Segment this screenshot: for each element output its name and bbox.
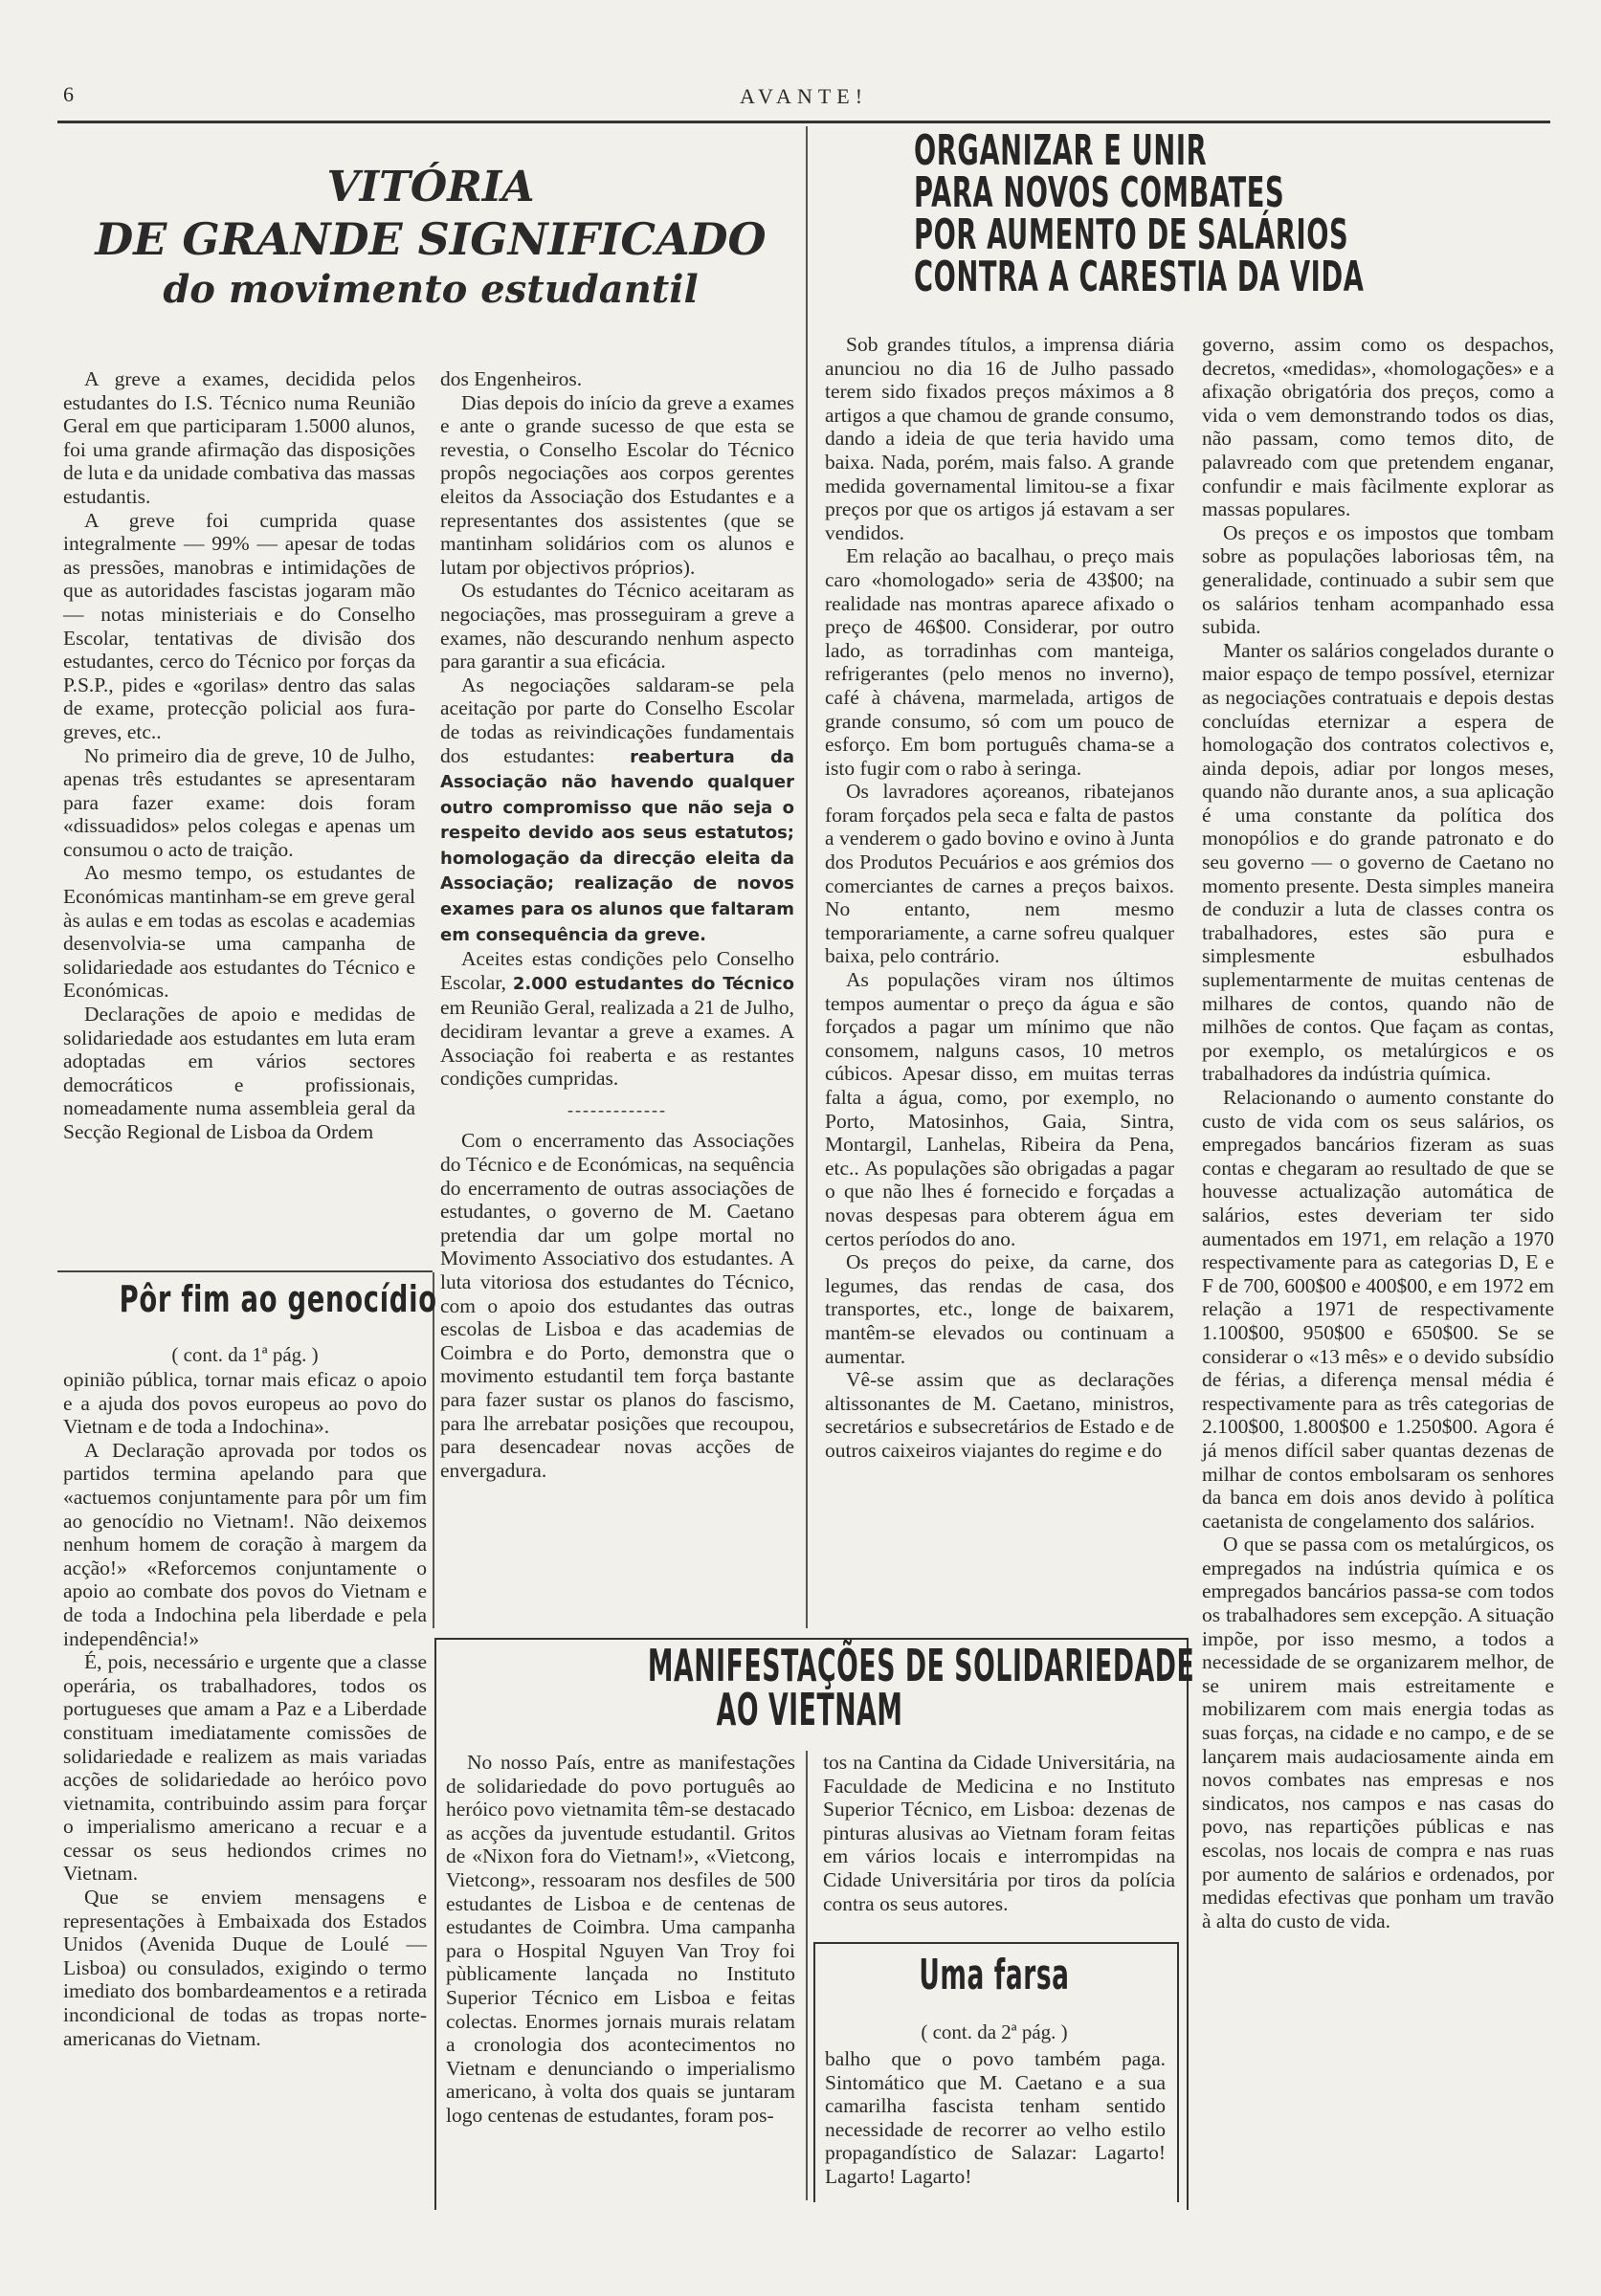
newspaper-name: AVANTE!: [739, 84, 869, 108]
article-separator: -------------: [567, 1099, 667, 1119]
genocidio-paragraph: opinião pública, tornar mais eficaz o apoio e a ajuda dos povos europeus ao povo do Vietnam e de toda a Indochina».: [63, 1368, 427, 1439]
organizar-paragraph: Os preços e os impostos que tombam sobre as populações laboriosas têm, na generalidade, continuado a subir sem que os salários tenham acompanhado essa subida.: [1202, 520, 1554, 639]
genocidio-headline: [57, 1278, 437, 1336]
genocidio-continuation: ( cont. da 1ª pág. ): [171, 1343, 319, 1366]
vitoria-column-1: [63, 367, 415, 1144]
vitoria-title-line3: do movimento estudantil: [163, 267, 699, 312]
column-rule: [806, 1751, 808, 2200]
farsa-continuation: ( cont. da 2ª pág. ): [921, 2020, 1068, 2043]
genocidio-paragraph: A Declaração aprovada por todos os partidos termina apelando para que «actuemos conjuntamente para pôr um fim ao genocídio no Vietnam!. Não deixemos nenhum homem de coração à margem da acção!» «Reforcemos conjuntamente o apoio ao combate dos povos do Vietnam e de toda a Indochina pela liberdade e pela independência!»: [63, 1438, 427, 1650]
farsa-body: [825, 2047, 1166, 2189]
organizar-column-1: [825, 333, 1174, 1463]
negotiations-text: As negociações saldaram-se pela aceitação por parte do Conselho Escolar de todas as reivindicações fundamentais dos estudantes:: [440, 673, 794, 767]
organizar-paragraph: Os preços do peixe, da carne, dos legumes, das rendas de casa, dos transportes, etc., longe de baixarem, mantêm-se elevados ou continuam a aumentar.: [825, 1250, 1174, 1368]
vitoria-paragraph: A greve a exames, decidida pelos estudantes do I.S. Técnico numa Reunião Geral em que participaram 1.5000 alunos, foi uma grande afirmação das disposições de luta e da unidade combativa das massas estudantis.: [63, 367, 415, 508]
farsa-paragraph: balho que o povo também paga. Sintomático que M. Caetano e a sua camarilha fascista tenham sentido necessidade de recorrer ao velho estilo propagandístico de Salazar: Lagarto! Lagarto! Lagarto!: [825, 2047, 1166, 2188]
section-rule: [57, 1270, 433, 1272]
manifestacoes-title-line2: AO VIETNAM: [716, 1684, 903, 1735]
organizar-title-line2: PARA NOVOS COMBATES: [914, 168, 1285, 217]
vitoria-column-2: [440, 367, 794, 1482]
conditions-text-end: em Reunião Geral, realizada a 21 de Julho, decidiram levantar a greve a exames. A Associação foi reaberta e as restantes condições cumpridas.: [440, 996, 794, 1091]
organizar-paragraph: governo, assim como os despachos, decretos, «medidas», «homologações» e a afixação obrigatória dos preços, como a vida o vem demonstrando todos os dias, não passam, como temos dito, de palavreado com que pretendem enganar, confundir e mais fàcilmente explorar as massas populares.: [1202, 333, 1554, 521]
page-number: 6: [63, 82, 74, 106]
organizar-paragraph: Vê-se assim que as declarações altissonantes de M. Caetano, ministros, secretários e subsecretários de Estado e de outros caixeiros viajantes do regime e do: [825, 1368, 1174, 1462]
organizar-headline: [914, 126, 1488, 301]
farsa-headline: [815, 1952, 1173, 1999]
conditions-text: Aceites estas condições pelo Conselho Escolar,: [440, 947, 794, 994]
organizar-paragraph: Relacionando o aumento constante do custo de vida com os seus salários, os empregados bancários fizeram as suas contas e chegaram ao resultado de que se houvesse actualização automática de salários, estes deveriam ter sido aumentados em 1971, em relação a 1970 respectivamente para as categorias D, E e F de 700, 600$00 e 400$00, e em 1972 em relação a 1971 de respectivamente 1.100$00, 950$00 e 650$00. Se se considerar o «13 mês» e o devido subsídio de férias, a diferença mensal média é respectivamente para as três categorias de 2.100$00, 1.800$00 e 1.250$00. Agora é já menos difícil saber quantas dezenas de milhar de contos embolsaram os senhores da banca em dois anos devido à política caetanista de congelamento dos salários.: [1202, 1086, 1554, 1533]
manifestacoes-column-1: [446, 1751, 795, 2128]
genocidio-body: [57, 1368, 433, 2050]
organizar-paragraph: As populações viram nos últimos tempos aumentar o preço da água e são forçados a pagar um mínimo que não consomem, nalguns casos, 10 metros cúbicos. Apesar disso, em muitas terras falta a água, como, por exemplo, no Porto, Matosinhos, Gaia, Sintra, Montargil, Lanhelas, Ribeira da Pena, etc.. As populações são obrigadas a pagar o que não lhes é fornecido e forçadas a novas despesas para obterem água em certos períodos do ano.: [825, 968, 1174, 1250]
manifestacoes-headline: [450, 1640, 1195, 1735]
manifestacoes-paragraph: tos na Cantina da Cidade Universitária, na Faculdade de Medicina e no Instituto Superior Técnico, em Lisboa: dezenas de pinturas alusivas ao Vietnam foram feitas em vários locais e interrompidas na Cidade Universitária por tiros da polícia contra os seus autores.: [823, 1751, 1175, 1915]
organizar-title-line1: ORGANIZAR E UNIR: [914, 126, 1208, 175]
organizar-paragraph: Em relação ao bacalhau, o preço mais caro «homologado» seria de 43$00; na realidade nas montras aparece afixado o preço de 46$00. Considerar, por outro lado, as torradinhas com manteiga, refrigerantes (pelo menos no inverno), café à chávena, marmelada, artigos de grande consumo, só com um pouco de esforço. Em bom português chama-se a isto fugir com o rabo à seringa.: [825, 544, 1174, 780]
vitoria-paragraph: Dias depois do início da greve a exames e ante o grande sucesso de que esta se revestia, o Conselho Escolar do Técnico propôs negociações aos corpos gerentes eleitos da Associação dos Estudantes e a representantes dos assistentes (que se mantinham solidários com os alunos e lutam por objectivos próprios).: [440, 390, 794, 579]
organizar-paragraph: Os lavradores açoreanos, ribatejanos foram forçados pela seca e falta de pastos a venderem o gado bovino e ovino à Junta dos Produtos Pecuários e aos grémios dos comerciantes de carnes a preços baixos. No entanto, nem mesmo temporariamente, a carne sofreu qualquer baixa, pelo contrário.: [825, 780, 1174, 968]
vitoria-paragraph: Ao mesmo tempo, os estudantes de Económicas mantinham-se em greve geral às aulas e em todas as escolas e academias desenvolvia-se uma campanha de solidariedade aos estudantes do Técnico e Económicas.: [63, 861, 415, 1003]
manifestacoes-paragraph: No nosso País, entre as manifestações de solidariedade do povo português ao heróico povo vietnamita têm-se destacado as acções da juventude estudantil. Gritos de «Nixon fora do Vietnam!», «Vietcong, Vietcong», ressoaram nos desfiles de 500 estudantes de Lisboa e de centenas de estudantes de Coimbra. Uma campanha para o Hospital Nguyen Van Troy foi pùblicamente lançada no Instituto Superior Técnico em Lisboa e feitas colectas. Enormes jornais murais relatam a cronologia dos acontecimentos no Vietnam e denunciando o imperialismo americano, à volta dos quais se juntaram logo centenas de estudantes, foram pos-: [446, 1751, 795, 2127]
genocidio-paragraph: Que se enviem mensagens e representações à Embaixada dos Estados Unidos (Avenida Duque de Loulé — Lisboa) ou consulados, exigindo o termo imediato dos bombardeamentos e a retirada incondicional de todas as tropas norte-americanas do Vietnam.: [63, 1886, 427, 2050]
organizar-title-line4: CONTRA A CARESTIA DA VIDA: [914, 253, 1365, 301]
organizar-paragraph: Manter os salários congelados durante o maior espaço de tempo possível, eternizar as negociações contratuais e depois destas concluídas eternizar a espera de homologação dos contratos colectivos e, ainda depois, adiar por longos meses, quando não durante anos, a sua aplicação é uma constante da política dos monopólios e do grande patronato e do seu governo — o governo de Caetano no momento presente. Desta simples maneira de conduzir a luta de classes contra os trabalhadores, estes são pura e simplesmente esbulhados suplementarmente de muitas centenas de milhares de contos, quando não de milhões de contos. Que façam as contas, por exemplo, os metalúrgicos e os trabalhadores da indústria química.: [1202, 638, 1554, 1086]
page-header: [57, 78, 1550, 123]
organizar-paragraph: O que se passa com os metalúrgicos, os empregados na indústria química e os empregados bancários passa-se com todos os trabalhadores sem excepção. A situação impõe, por isso mesmo, a todos a necessidade de se organizarem melhor, de se unirem mais estreitamente e mobilizarem com mais energia todas as suas forças, na cidade e no campo, e de se lançarem mais audaciosamente ainda em novos combates nas empresas e nos sindicatos, nos campos e nas casas do povo, nas repartições públicas e nas escolas, nos locais de compra e nas ruas por aumento de salários e ordenados, por medidas efectivas que ponham um travão à alta do custo de vida.: [1202, 1533, 1554, 1932]
organizar-title-line3: POR AUMENTO DE SALÁRIOS: [914, 210, 1349, 259]
vitoria-headline: [67, 163, 794, 314]
vitoria-paragraph: Com o encerramento das Associações do Técnico e de Económicas, na sequência do encerramento de outras associações de estudantes, o governo de M. Caetano pretendia dar um golpe mortal no Movimento Associativo dos estudantes. A luta vitoriosa dos estudantes do Técnico, com o apoio dos estudantes das outras escolas de Lisboa e das academias de Coimbra e do Porto, demonstra que o movimento estudantil tem força bastante para fazer sustar os planos do fascismo, para lhe arrebatar posições que recoupou, para desencadear novas acções de envergadura.: [440, 1129, 794, 1482]
genocidio-article: [57, 1278, 437, 2050]
conditions-students: 2.000 estudantes do Técnico: [512, 973, 794, 994]
vitoria-conditions-paragraph: [440, 947, 794, 1091]
column-rule: [433, 1272, 434, 1628]
vitoria-paragraph: A greve foi cumprida quase integralmente — 99% — apesar de todas as pressões, manobras e intimidações de que as autoridades fascistas jogaram mão — notas ministeriais e do Conselho Escolar, tentativas de divisão dos estudantes, cerco do Técnico por forças da P.S.P., pides e «gorilas» dentro das salas de exame, protecção policial aos fura-greves, etc..: [63, 508, 415, 743]
vitoria-title-line1: VITÓRIA: [326, 163, 535, 211]
column-rule: [806, 126, 808, 1628]
vitoria-paragraph: No primeiro dia de greve, 10 de Julho, apenas três estudantes se apresentaram para fazer exame: dois foram «dissuadidos» pelos colegas e apenas um consumou o acto de traição.: [63, 743, 415, 861]
genocidio-title: Pôr fim ao genocídio: [119, 1278, 437, 1320]
negotiations-demands: reabertura da Associação não havendo qualquer outro compromisso que não seja o respeito devido aos seus estatutos; homologação da direcção eleita da Associação; realização de novos exames para os alunos que faltaram em consequência da greve.: [440, 746, 794, 945]
organizar-column-2: [1202, 333, 1554, 1932]
manifestacoes-title-line1: MANIFESTAÇÕES DE SOLIDARIEDADE: [647, 1640, 1195, 1691]
vitoria-title-line2: DE GRANDE SIGNIFICADO: [95, 213, 767, 265]
organizar-paragraph: Sob grandes títulos, a imprensa diária anunciou no dia 16 de Julho passado terem sido fixados preços máximos a 8 artigos a que chamou de grande consumo, dando a ideia de que teria havido uma baixa. Nada, porém, mais falso. A grande medida governamental limitou-se a fixar preços por que os artigos já estavam a ser vendidos.: [825, 333, 1174, 544]
farsa-title: Uma farsa: [919, 1951, 1070, 1999]
manifestacoes-column-2: [823, 1751, 1175, 1915]
genocidio-paragraph: É, pois, necessário e urgente que a classe operária, os trabalhadores, todos os portugueses que amam a Paz e a Liberdade constituam imediatamente comissões de solidariedade e realizem as mais variadas acções de solidariedade ao heróico povo vietnamita, contribuindo assim para forçar o imperialismo americano a recuar e a cessar os seus hediondos crimes no Vietnam.: [63, 1650, 427, 1886]
vitoria-paragraph: Declarações de apoio e medidas de solidariedade aos estudantes em luta eram adoptadas em vários sectores democráticos e profissionais, nomeadamente numa assembleia geral da Secção Regional de Lisboa da Ordem: [63, 1003, 415, 1143]
vitoria-paragraph: Os estudantes do Técnico aceitaram as negociações, mas prosseguiram a greve a exames, não descurando nenhum aspecto para garantir a sua eficácia.: [440, 579, 794, 673]
vitoria-paragraph: dos Engenheiros.: [440, 367, 583, 390]
vitoria-negotiations-paragraph: [440, 673, 794, 948]
